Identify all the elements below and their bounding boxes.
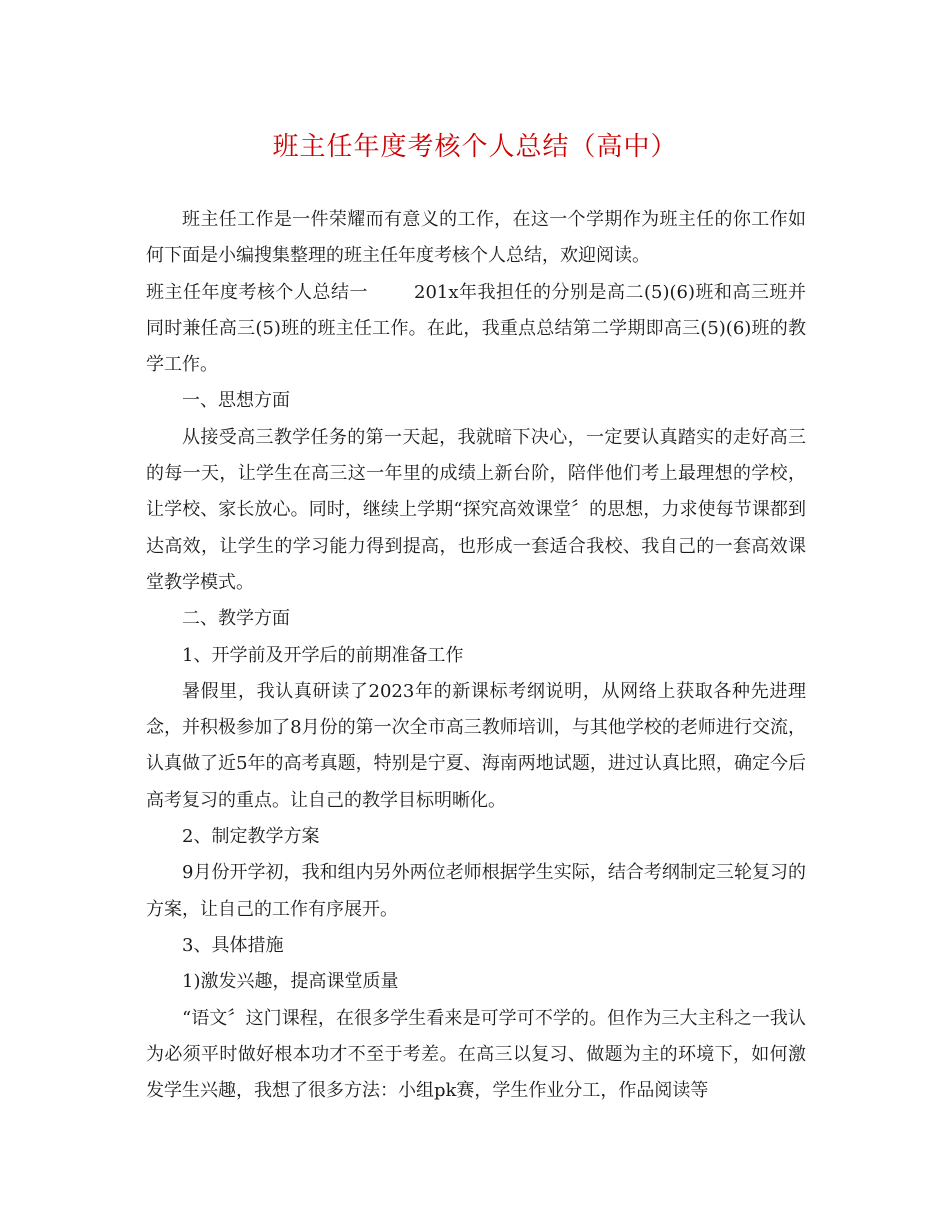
paragraph-text: 201x年我担任的分别是高二(5)(6)班和高三班并同时兼任高三(5)班的班主任工作。在此，我重点总结第二学期即高三(5)(6)班的教学工作。 [146,281,806,376]
section-heading: 二、教学方面 [182,608,290,630]
paragraph: 暑假里，我认真研读了2023年的新课标考纲说明，从网络上获取各种先进理念，并积极参加了8月份的第一次全市高三教师培训，与其他学校的老师进行交流，认真做了近5年的高考真题，特别是宁夏、海南两地试题，进过认真比照，确定今后高考复习的重点。让自己的教学目标明晰化。 [146,680,806,811]
subsection-heading: 3、具体措施 [182,934,284,956]
document-title: 班主任年度考核个人总结（高中） [272,132,678,162]
paragraph: 9月份开学初，我和组内另外两位老师根据学生实际，结合考纲制定三轮复习的方案，让自己的工作有序展开。 [146,862,806,920]
paragraph: 从接受高三教学任务的第一天起，我就暗下决心，一定要认真踏实的走好高三的每一天，让学生在高三这一年里的成绩上新台阶，陪伴他们考上最理想的学校，让学校、家长放心。同时，继续上学期“探究高效课堂〞的思想，力求使每节课都到达高效，让学生的学习能力得到提高，也形成一套适合我校、我自己的一套高效课堂教学模式。 [146,426,806,593]
subsection-heading: 2、制定教学方案 [182,826,320,848]
subsection-heading: 1、开学前及开学后的前期准备工作 [182,644,464,666]
paragraph-lead: 班主任年度考核个人总结一 [146,281,368,303]
paragraph: “语文〞这门课程，在很多学生看来是可学可不学的。但作为三大主科之一我认为必须平时做好根本功才不至于考差。在高三以复习、做题为主的环境下，如何激发学生兴趣，我想了很多方法：小组pk赛，学生作业分工，作品阅读等 [146,1007,806,1102]
subsection-heading: 1)激发兴趣，提高课堂质量 [182,971,399,993]
section-heading: 一、思想方面 [182,390,290,412]
document-body [146,202,806,1109]
paragraph: 班主任工作是一件荣耀而有意义的工作，在这一个学期作为班主任的你工作如何下面是小编搜集整理的班主任年度考核个人总结，欢迎阅读。 [146,209,806,267]
paragraph [146,275,806,384]
